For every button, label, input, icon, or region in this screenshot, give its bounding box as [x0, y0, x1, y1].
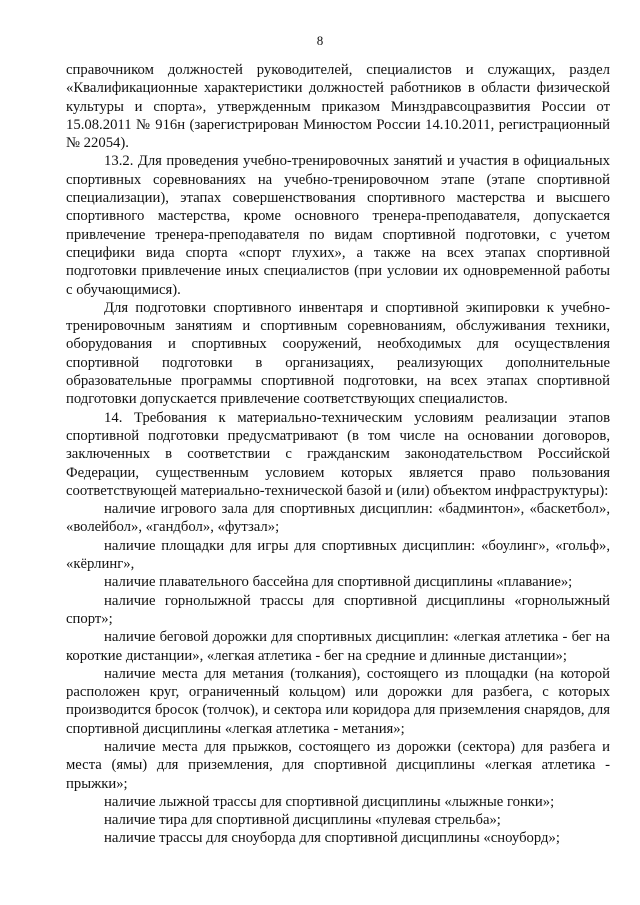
- paragraph: 13.2. Для проведения учебно-тренировочных занятий и участия в официальных спортивных соревнованиях на учебно-тренировочном этапе (этапе спортивной специализации), этапах совершенствования спортивного мастерства и высшего спортивного мастерства, кроме основного тренера-преподавателя, допускается привлечение тренера-преподавателя по видам спортивной подготовки, с учетом специфики вида спорта «спорт глухих», а также на всех этапах спортивной подготовки привлечение иных специалистов (при условии их одновременной работы с обучающимися).: [66, 153, 610, 298]
- paragraph: наличие лыжной трассы для спортивной дисциплины «лыжные гонки»;: [104, 793, 555, 810]
- paragraph: наличие беговой дорожки для спортивных дисциплин: «легкая атлетика - бег на короткие дистанции», «легкая атлетика - бег на средние и длинные дистанции»;: [66, 629, 610, 664]
- paragraph: наличие места для метания (толкания), состоящего из площадки (на которой расположен круг, ограниченный кольцом) или дорожки для разбега, с которых производится бросок (толчок), и сектора или коридора для приземления снарядов, для спортивной дисциплины «легкая атлетика - метания»;: [66, 665, 610, 737]
- paragraph: Для подготовки спортивного инвентаря и спортивной экипировки к учебно-тренировочным занятиям и спортивным соревнованиям, обслуживания техники, оборудования и спортивных сооружений, необходимых для осуществления спортивной подготовки в организациях, реализующих дополнительные образовательные программы спортивной подготовки, на всех этапах спортивной подготовки допускается привлечение соответствующих специалистов.: [66, 299, 610, 408]
- paragraph: наличие места для прыжков, состоящего из дорожки (сектора) для разбега и места (ямы) для приземления, для спортивной дисциплины «легкая атлетика - прыжки»;: [66, 738, 610, 792]
- paragraph: наличие площадки для игры для спортивных дисциплин: «боулинг», «гольф», «кёрлинг»,: [66, 537, 610, 573]
- document-body: [66, 61, 610, 848]
- paragraph: справочником должностей руководителей, специалистов и служащих, раздел «Квалификационные характеристики должностей работников в области физической культуры и спорта», утвержденным приказом Минздравсоцразвития России от 15.08.2011 № 916н (зарегистрирован Минюстом России 14.10.2011, регистрационный № 22054).: [66, 62, 610, 152]
- page-number: 8: [316, 33, 324, 48]
- paragraph: наличие тира для спортивной дисциплины «пулевая стрельба»;: [104, 812, 501, 829]
- paragraph: наличие горнолыжной трассы для спортивной дисциплины «горнолыжный спорт»;: [66, 592, 610, 627]
- paragraph: наличие трассы для сноуборда для спортивной дисциплины «сноуборд»;: [104, 830, 560, 847]
- paragraph: наличие плавательного бассейна для спортивной дисциплины «плавание»;: [104, 574, 573, 591]
- paragraph: наличие игрового зала для спортивных дисциплин: «бадминтон», «баскетбол», «волейбол», «гандбол», «футзал»;: [66, 501, 610, 536]
- paragraph: 14. Требования к материально-техническим условиям реализации этапов спортивной подготовки предусматривают (в том числе на основании договоров, заключенных в соответствии с гражданским законодательством Российской Федерации, существенным условием которых является право пользования соответствующей материально-технической базой и (или) объектом инфраструктуры):: [66, 409, 610, 499]
